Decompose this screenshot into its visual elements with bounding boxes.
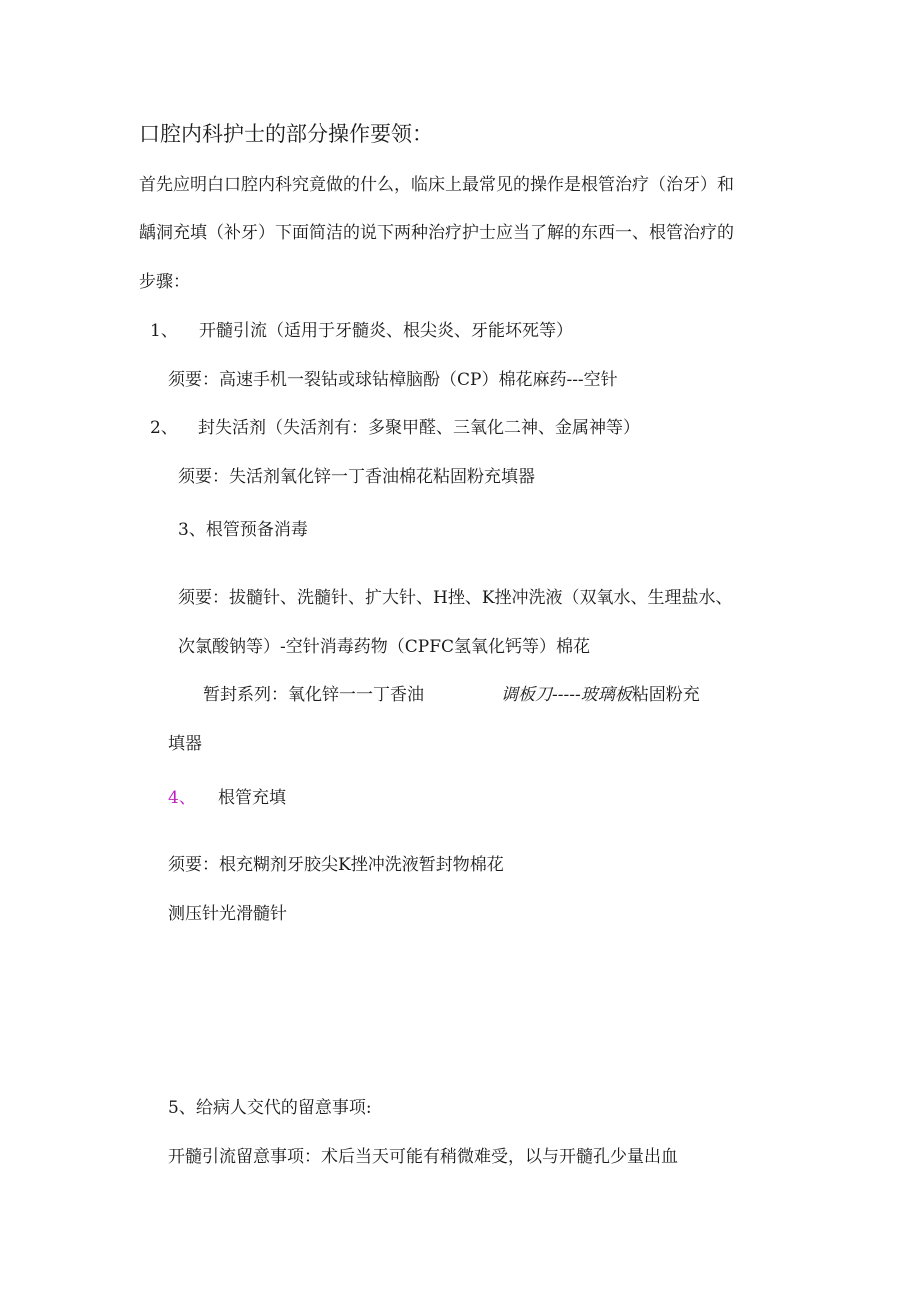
temp-seal-part-a: 暂封系列：氧化锌一一丁香油 <box>203 685 424 705</box>
step-1-title: 开髓引流（适用于牙髓炎、根尖炎、牙能坏死等） <box>199 321 573 341</box>
intro-line-1: 首先应明白口腔内科究竟做的什么，临床上最常见的操作是根管治疗（治牙）和 <box>139 175 734 195</box>
step-3-needs-line-2: 次氯酸钠等）-空针消毒药物（CPFC氢氧化钙等）棉花 <box>178 637 590 657</box>
step-4-title: 根管充填 <box>218 788 286 808</box>
step-2-title: 封失活剂（失活剂有：多聚甲醛、三氧化二神、金属神等） <box>198 418 640 438</box>
step-4-needs-line-1: 须要：根充糊剂牙胶尖K挫冲洗液暂封物棉花 <box>168 855 504 875</box>
step-2-needs: 须要：失活剂氧化锌一丁香油棉花粘固粉充填器 <box>178 467 535 487</box>
step-5-title: 5、给病人交代的留意事项: <box>168 1098 372 1118</box>
step-3-title: 3、根管预备消毒 <box>178 520 308 540</box>
document-title: 口腔内科护士的部分操作要领： <box>139 122 433 146</box>
step-2-number: 2、 <box>150 418 178 438</box>
step-1-needs: 须要：高速手机一裂钻或球钻樟脑酚（CP）棉花麻药---空针 <box>168 370 618 390</box>
intro-line-3: 步骤： <box>139 272 190 292</box>
step-3-temp-seal <box>203 684 700 706</box>
step-3-temp-seal-cont: 填器 <box>168 734 202 754</box>
step-2-heading <box>150 417 640 439</box>
temp-seal-part-c: 粘固粉充 <box>631 685 700 705</box>
step-4-number: 4、 <box>168 788 196 808</box>
intro-line-2: 龋洞充填（补牙）下面简洁的说下两种治疗护士应当了解的东西一、根管治疗的 <box>139 223 734 243</box>
step-5-note: 开髓引流留意事项：术后当天可能有稍微难受，以与开髓孔少量出血 <box>168 1147 678 1167</box>
step-1-number: 1、 <box>150 321 178 341</box>
step-1-heading <box>150 320 573 342</box>
step-3-needs-line-1: 须要：拔髓针、洗髓针、扩大针、H挫、K挫冲洗液（双氧水、生理盐水、 <box>178 588 733 608</box>
temp-seal-part-b: 调板刀-----玻璃板 <box>501 685 632 705</box>
step-4-needs-line-2: 测压针光滑髓针 <box>168 904 287 924</box>
step-4-heading <box>168 787 286 809</box>
